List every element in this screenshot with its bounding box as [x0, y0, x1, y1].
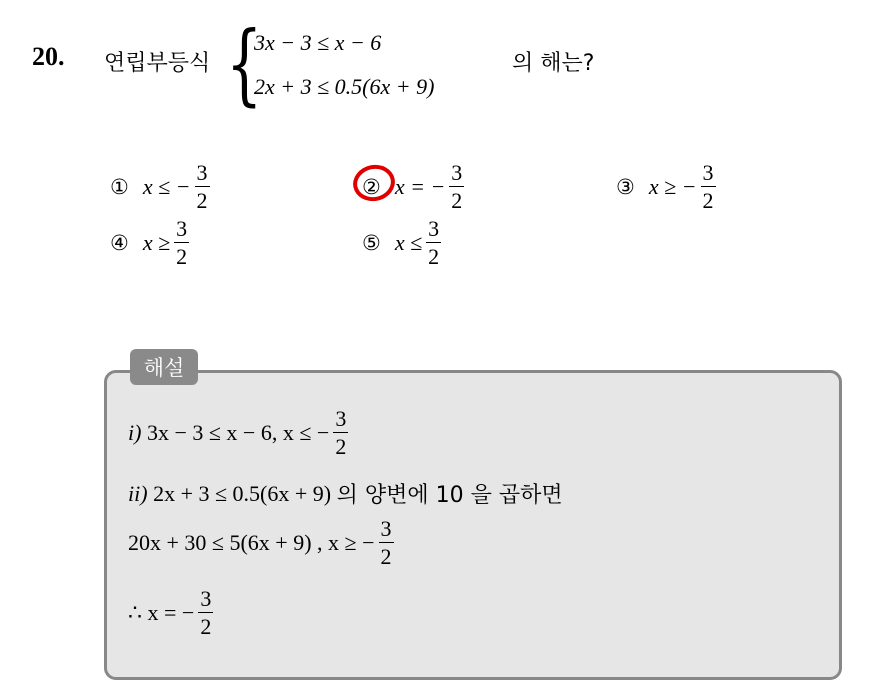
choice-4[interactable] [110, 218, 189, 268]
question-number: 20. [32, 42, 65, 71]
numerator: 3 [428, 216, 440, 241]
choice-number: ⑤ [362, 231, 381, 255]
explanation-line-2 [128, 478, 563, 509]
numerator: 3 [380, 516, 392, 541]
system-brace: { [226, 12, 263, 115]
system-line-1: 3x − 3 ≤ x − 6 [254, 30, 382, 55]
numerator: 3 [196, 160, 208, 185]
denominator: 2 [428, 244, 440, 269]
step-text: 20x + 30 ≤ 5(6x + 9) , x ≥ − [128, 530, 375, 555]
denominator: 2 [380, 544, 392, 569]
step-text: ∴ x = − [128, 600, 195, 625]
fraction [198, 588, 213, 638]
system-line-2: 2x + 3 ≤ 0.5(6x + 9) [254, 74, 435, 99]
fraction [426, 218, 441, 268]
step-text: 3x − 3 ≤ x − 6, x ≤ − [146, 420, 330, 445]
choice-number: ① [110, 175, 129, 199]
question-prompt: 연립부등식 [104, 51, 211, 76]
step-label: i) [128, 420, 142, 445]
denominator: 2 [200, 614, 212, 639]
numerator: 3 [451, 160, 463, 185]
explanation-line-1 [128, 408, 348, 458]
choice-number: ④ [110, 231, 129, 255]
choice-expression: x ≥ [142, 230, 171, 255]
question-tail: 의 해는? [512, 51, 595, 76]
choice-expression: x ≥ − [648, 174, 697, 199]
fraction [333, 408, 348, 458]
denominator: 2 [176, 244, 188, 269]
denominator: 2 [451, 188, 463, 213]
choice-expression: x ≤ [394, 230, 423, 255]
fraction [449, 162, 464, 212]
fraction [379, 518, 394, 568]
choice-expression: x = − [394, 174, 446, 199]
denominator: 2 [335, 434, 347, 459]
choice-number: ③ [616, 175, 635, 199]
choice-expression: x ≤ − [142, 174, 191, 199]
explanation-line-3 [128, 518, 394, 568]
numerator: 3 [200, 586, 212, 611]
fraction [701, 162, 716, 212]
choice-number: ② [362, 175, 381, 199]
fraction [195, 162, 210, 212]
fraction [174, 218, 189, 268]
step-label: ii) [128, 480, 148, 506]
denominator: 2 [702, 188, 714, 213]
choice-1[interactable] [110, 162, 210, 212]
choice-5[interactable] [362, 218, 441, 268]
numerator: 3 [702, 160, 714, 185]
explanation-line-4 [128, 588, 213, 638]
explanation-tag: 해설 [130, 349, 198, 385]
choice-3[interactable] [616, 162, 716, 212]
numerator: 3 [335, 406, 347, 431]
step-math: 2x + 3 ≤ 0.5(6x + 9) [153, 480, 332, 506]
denominator: 2 [196, 188, 208, 213]
step-korean-text: 의 양변에 10 을 곱하면 [336, 483, 563, 508]
numerator: 3 [176, 216, 188, 241]
